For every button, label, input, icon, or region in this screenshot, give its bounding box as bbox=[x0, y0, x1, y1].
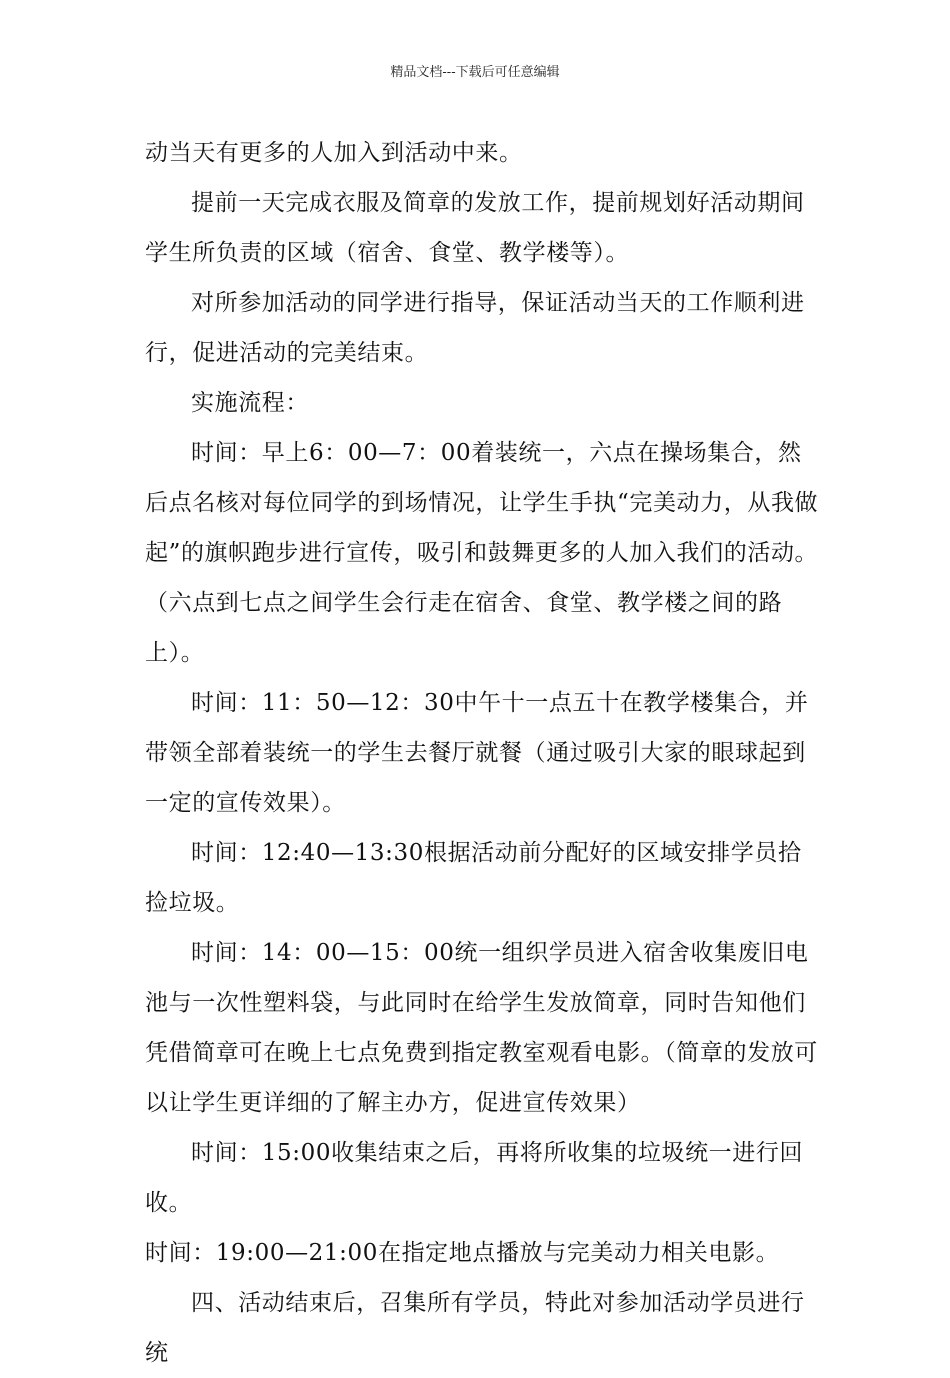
schedule-item: 时间：15:00收集结束之后，再将所收集的垃圾统一进行回收。 bbox=[145, 1140, 804, 1216]
document-body bbox=[145, 128, 825, 1378]
schedule-item: 时间：11：50—12：30中午十一点五十在教学楼集合，并带领全部着装统一的学生去餐厅就餐（通过吸引大家的眼球起到一定的宣传效果）。 bbox=[145, 690, 809, 816]
section-heading: 实施流程： bbox=[191, 390, 309, 416]
schedule-item: 时间：早上6：00—7：00着装统一，六点在操场集合，然后点名核对每位同学的到场情况，让学生手执“完美动力，从我做起”的旗帜跑步进行宣传，吸引和鼓舞更多的人加入我们的活动。（六点到七点之间学生会行走在宿舍、食堂、教学楼之间的路上）。 bbox=[145, 440, 819, 666]
paragraph: 动当天有更多的人加入到活动中来。 bbox=[145, 140, 523, 166]
schedule-item: 时间：12:40—13:30根据活动前分配好的区域安排学员拾捡垃圾。 bbox=[145, 840, 802, 916]
page-header: 精品文档---下载后可任意编辑 bbox=[390, 65, 560, 80]
paragraph: 四、活动结束后，召集所有学员，特此对参加活动学员进行统 bbox=[145, 1290, 805, 1366]
schedule-item: 时间：14：00—15：00统一组织学员进入宿舍收集废旧电池与一次性塑料袋，与此同时在给学生发放简章，同时告知他们凭借简章可在晚上七点免费到指定教室观看电影。（简章的发放可以让学生更详细的了解主办方，促进宣传效果） bbox=[145, 940, 818, 1116]
paragraph: 提前一天完成衣服及简章的发放工作，提前规划好活动期间学生所负责的区域（宿舍、食堂、教学楼等）。 bbox=[145, 190, 805, 266]
paragraph: 对所参加活动的同学进行指导，保证活动当天的工作顺利进行，促进活动的完美结束。 bbox=[145, 290, 805, 366]
schedule-item: 时间：19:00—21:00在指定地点播放与完美动力相关电影。 bbox=[145, 1240, 780, 1266]
